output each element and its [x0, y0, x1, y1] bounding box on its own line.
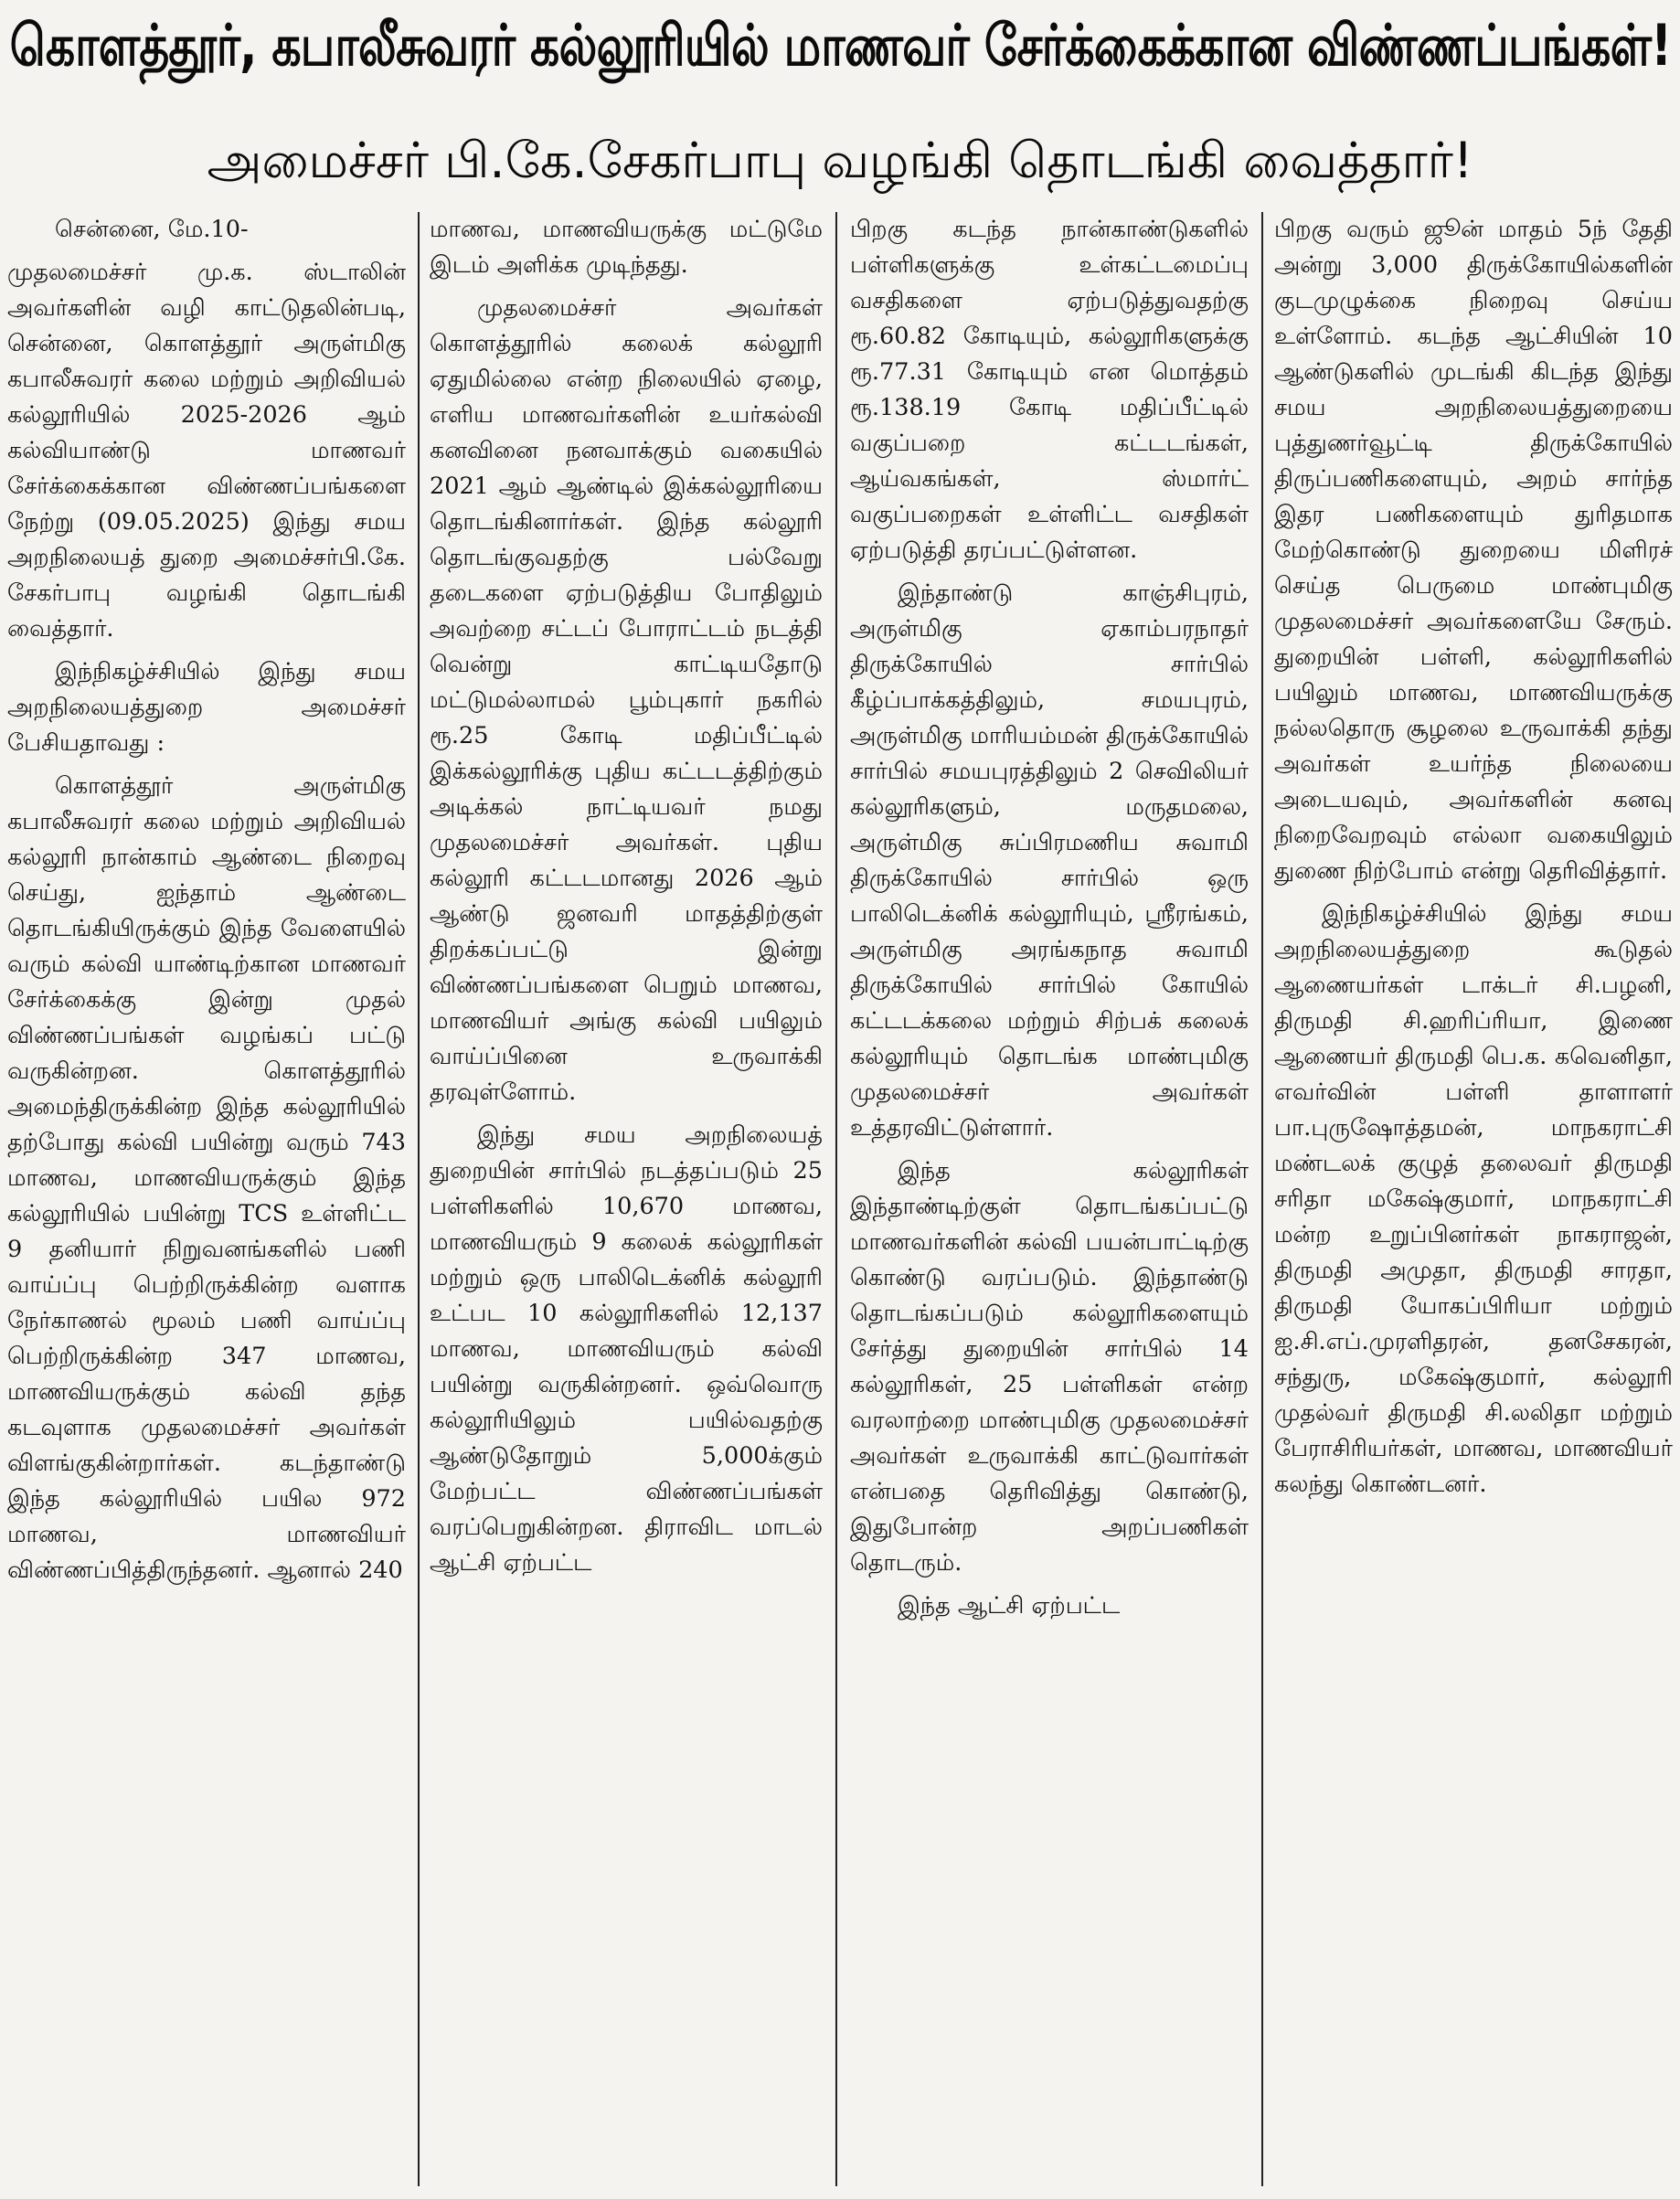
column-divider [1261, 212, 1263, 2186]
paragraph: இந்தாண்டு காஞ்சிபுரம், அருள்மிகு ஏகாம்பரநாதர் திருக்கோயில் சார்பில் கீழ்ப்பாக்கத்திலும், சமயபுரம், அருள்மிகு மாரியம்மன் திருக்கோயில் சார்பில் சமயபுரத்திலும் 2 செவிலியர் கல்லூரிகளும், மருதமலை, அருள்மிகு சுப்பிரமணிய சுவாமி திருக்கோயில் சார்பில் ஒரு பாலிடெக்னிக் கல்லூரியும், ஸ்ரீரங்கம், அருள்மிகு அரங்கநாத சுவாமி திருக்கோயில் சார்பில் கோயில் கட்டடக்கலை மற்றும் சிற்பக் கலைக் கல்லூரியும் தொடங்க மாண்புமிகு முதலமைச்சர் அவர்கள் உத்தரவிட்டுள்ளார். [850, 579, 1249, 1142]
paragraph: இந்நிகழ்ச்சியில் இந்து சமய அறநிலையத்துறை அமைச்சர் பேசியதாவது : [7, 658, 406, 757]
article-column-1 [7, 212, 406, 2195]
paragraph: இந்து சமய அறநிலையத் துறையின் சார்பில் நடத்தப்படும் 25 பள்ளிகளில் 10,670 மாணவ, மாணவியரும் 9 கலைக் கல்லூரிகள் மற்றும் ஒரு பாலிடெக்னிக் கல்லூரி உட்பட 10 கல்லூரிகளில் 12,137 மாணவ, மாணவியரும் கல்வி பயின்று வருகின்றனர். ஒவ்வொரு கல்லூரியிலும் பயில்வதற்கு ஆண்டுதோறும் 5,000க்கும் மேற்பட்ட விண்ணப்பங்கள் வரப்பெறுகின்றன. திராவிட மாடல் ஆட்சி ஏற்பட்ட [430, 1121, 823, 1577]
headline: கொளத்தூர், கபாலீசுவரர் கல்லூரியில் மாணவர் சேர்க்கைக்கான விண்ணப்பங்கள்! [9, 12, 1671, 79]
paragraph: பிறகு கடந்த நான்காண்டுகளில் பள்ளிகளுக்கு உள்கட்டமைப்பு வசதிகளை ஏற்படுத்துவதற்கு ரூ.60.82 கோடியும், கல்லூரிகளுக்கு ரூ.77.31 கோடியும் என மொத்தம் ரூ.138.19 கோடி மதிப்பீட்டில் வகுப்பறை கட்டடங்கள், ஆய்வகங்கள், ஸ்மார்ட் வகுப்பறைகள் உள்ளிட்ட வசதிகள் ஏற்படுத்தி தரப்பட்டுள்ளன. [850, 216, 1249, 564]
paragraph: முதலமைச்சர் அவர்கள் கொளத்தூரில் கலைக் கல்லூரி ஏதுமில்லை என்ற நிலையில் ஏழை, எளிய மாணவர்களின் உயர்கல்வி கனவினை நனவாக்கும் வகையில் 2021 ஆம் ஆண்டில் இக்கல்லூரியை தொடங்கினார்கள். இந்த கல்லூரி தொடங்குவதற்கு பல்வேறு தடைகளை ஏற்படுத்திய போதிலும் அவற்றை சட்டப் போராட்டம் நடத்தி வென்று காட்டியதோடு மட்டுமல்லாமல் பூம்புகார் நகரில் ரூ.25 கோடி மதிப்பீட்டில் இக்கல்லூரிக்கு புதிய கட்டடத்திற்கும் அடிக்கல் நாட்டியவர் நமது முதலமைச்சர் அவர்கள். புதிய கல்லூரி கட்டடமானது 2026 ஆம் ஆண்டு ஜனவரி மாதத்திற்குள் திறக்கப்பட்டு இன்று விண்ணப்பங்களை பெறும் மாணவ, மாணவியர் அங்கு கல்வி பயிலும் வாய்ப்பினை உருவாக்கி தரவுள்ளோம். [430, 294, 823, 1106]
column-divider [418, 212, 420, 2186]
paragraph: இந்த ஆட்சி ஏற்பட்ட [898, 1592, 1121, 1620]
article-column-2 [430, 212, 823, 2195]
subheadline: அமைச்சர் பி.கே.சேகர்பாபு வழங்கி தொடங்கி வைத்தார்! [207, 132, 1473, 189]
dateline: சென்னை, மே.10- [55, 216, 249, 243]
paragraph: இந்நிகழ்ச்சியில் இந்து சமய அறநிலையத்துறை கூடுதல் ஆணையர்கள் டாக்டர் சி.பழனி, திருமதி சி.ஹரிப்ரியா, இணை ஆணையர் திருமதி பெ.க. கவெனிதா, எவர்வின் பள்ளி தாளாளர் பா.புருஷோத்தமன், மாநகராட்சி மண்டலக் குழுத் தலைவர் திருமதி சரிதா மகேஷ்குமார், மாநகராட்சி மன்ற உறுப்பினர்கள் நாகராஜன், திருமதி அமுதா, திருமதி சாரதா, திருமதி யோகப்பிரியா மற்றும் ஐ.சி.எப்.முரளிதரன், தனசேகரன், சந்துரு, மகேஷ்குமார், கல்லூரி முதல்வர் திருமதி சி.லலிதா மற்றும் பேராசிரியர்கள், மாணவ, மாணவியர் கலந்து கொண்டனர். [1274, 900, 1673, 1498]
paragraph: முதலமைச்சர் மு.க. ஸ்டாலின் அவர்களின் வழி காட்டுதலின்படி, சென்னை, கொளத்தூர் அருள்மிகு கபாலீசுவரர் கலை மற்றும் அறிவியல் கல்லூரியில் 2025-2026 ஆம் கல்வியாண்டு மாணவர் சேர்க்கைக்கான விண்ணப்பங்களை நேற்று (09.05.2025) இந்து சமய அறநிலையத் துறை அமைச்சர்பி.கே. சேகர்பாபு வழங்கி தொடங்கி வைத்தார். [7, 259, 406, 643]
article-column-3 [850, 212, 1249, 2195]
paragraph: இந்த கல்லூரிகள் இந்தாண்டிற்குள் தொடங்கப்பட்டு மாணவர்களின் கல்வி பயன்பாட்டிற்கு கொண்டு வரப்படும். இந்தாண்டு தொடங்கப்படும் கல்லூரிகளையும் சேர்த்து துறையின் சார்பில் 14 கல்லூரிகள், 25 பள்ளிகள் என்ற வரலாற்றை மாண்புமிகு முதலமைச்சர் அவர்கள் உருவாக்கி காட்டுவார்கள் என்பதை தெரிவித்து கொண்டு, இதுபோன்ற அறப்பணிகள் தொடரும். [850, 1157, 1249, 1577]
paragraph: கொளத்தூர் அருள்மிகு கபாலீசுவரர் கலை மற்றும் அறிவியல் கல்லூரி நான்காம் ஆண்டை நிறைவு செய்து, ஐந்தாம் ஆண்டை தொடங்கியிருக்கும் இந்த வேளையில் வரும் கல்வி யாண்டிற்கான மாணவர் சேர்க்கைக்கு இன்று முதல் விண்ணப்பங்கள் வழங்கப் பட்டு வருகின்றன. கொளத்தூரில் அமைந்திருக்கின்ற இந்த கல்லூரியில் தற்போது கல்வி பயின்று வரும் 743 மாணவ, மாணவியருக்கும் இந்த கல்லூரியில் பயின்று TCS உள்ளிட்ட 9 தனியார் நிறுவனங்களில் பணி வாய்ப்பு பெற்றிருக்கின்ற வளாக நேர்காணல் மூலம் பணி வாய்ப்பு பெற்றிருக்கின்ற 347 மாணவ, மாணவியருக்கும் கல்வி தந்த கடவுளாக முதலமைச்சர் அவர்கள் விளங்குகின்றார்கள். கடந்தாண்டு இந்த கல்லூரியில் பயில 972 மாணவ, மாணவியர் விண்ணப்பித்திருந்தனர். ஆனால் 240 [7, 772, 406, 1584]
article-column-4 [1274, 212, 1673, 2195]
paragraph: மாணவ, மாணவியருக்கு மட்டுமே இடம் அளிக்க முடிந்தது. [430, 216, 823, 279]
paragraph: பிறகு வரும் ஜூன் மாதம் 5ந் தேதி அன்று 3,000 திருக்கோயில்களின் குடமுழுக்கை நிறைவு செய்ய உள்ளோம். கடந்த ஆட்சியின் 10 ஆண்டுகளில் முடங்கி கிடந்த இந்து சமய அறநிலையத்துறையை புத்துணர்வூட்டி திருக்கோயில் திருப்பணிகளையும், அறம் சார்ந்த இதர பணிகளையும் துரிதமாக மேற்கொண்டு துறையை மிளிரச் செய்த பெருமை மாண்புமிகு முதலமைச்சர் அவர்களையே சேரும். துறையின் பள்ளி, கல்லூரிகளில் பயிலும் மாணவ, மாணவியருக்கு நல்லதொரு சூழலை உருவாக்கி தந்து அவர்கள் உயர்ந்த நிலையை அடையவும், அவர்களின் கனவு நிறைவேறவும் எல்லா வகையிலும் துணை நிற்போம் என்று தெரிவித்தார். [1274, 216, 1673, 885]
column-divider [835, 212, 837, 2186]
